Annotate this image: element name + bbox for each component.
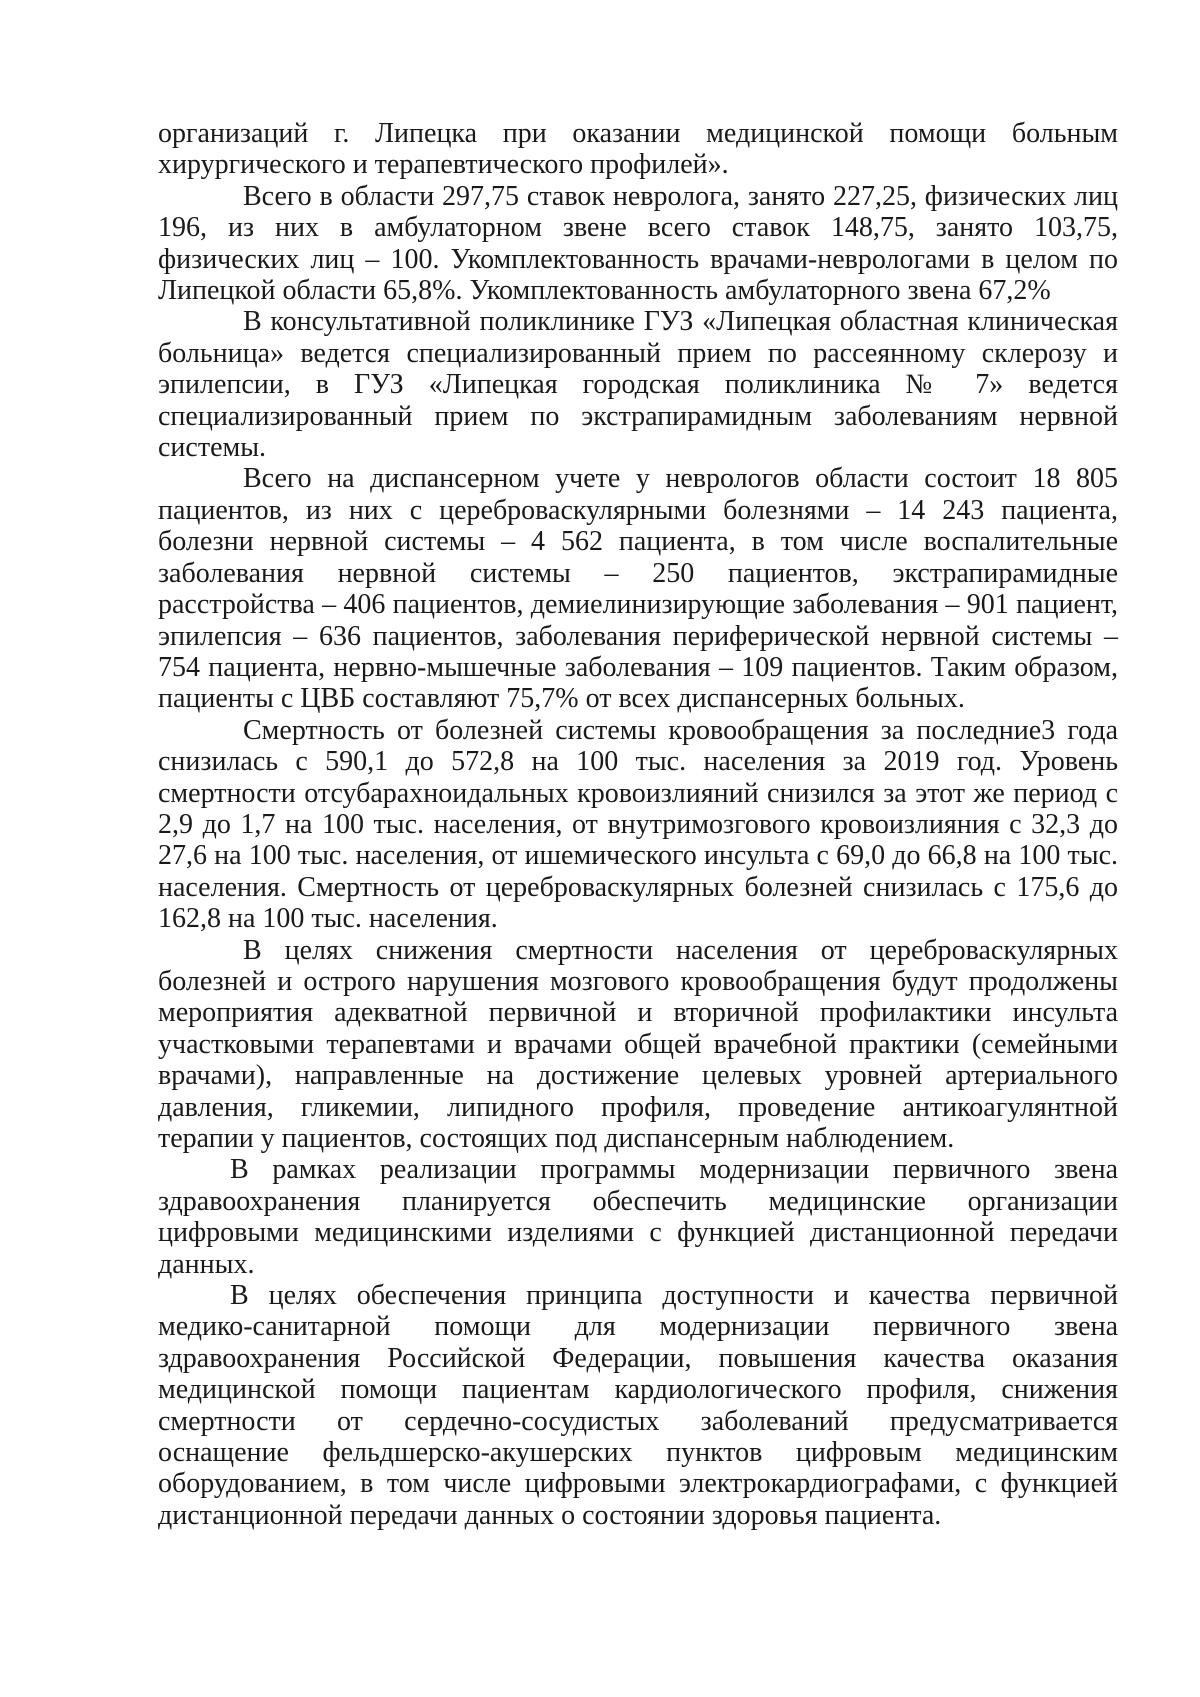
paragraph-mortality-reduction-measures: В целях снижения смертности населения от цереброваскулярных болезней и острого нарушения мозгового кровообращения будут продолжены мероприятия адекватной первичной и вторичной профилактики инсульта участковыми терапевтами и врачами общей врачебной практики (семейными врачами), направленные на достижение целевых уровней артериального давления, гликемии, липидного профиля, проведение антикоагулянтной терапии у пациентов, состоящих под диспансерным наблюдением.: [158, 934, 1118, 1154]
paragraph-dispensary-registration: Всего на диспансерном учете у неврологов области состоит 18 805 пациентов, из них с цереброваскулярными болезнями – 14 243 пациента, болезни нервной системы – 4 562 пациента, в том числе воспалительные заболевания нервной системы – 250 пациентов, экстрапирамидные расстройства – 406 пациентов, демиелинизирующие заболевания – 901 пациент, эпилепсия – 636 пациентов, заболевания периферической нервной системы – 754 пациента, нервно-мышечные заболевания – 109 пациентов. Таким образом, пациенты с ЦВБ составляют 75,7% от всех диспансерных больных.: [158, 463, 1118, 715]
paragraph-neurologist-staffing: Всего в области 297,75 ставок невролога, занято 227,25, физических лиц 196, из них в амбулаторном звене всего ставок 148,75, занято 103,75, физических лиц – 100. Укомплектованность врачами-неврологами в целом по Липецкой области 65,8%. Укомплектованность амбулаторного звена 67,2%: [158, 180, 1118, 307]
document-page: [158, 118, 1118, 1531]
paragraph-feldsher-equipment: В целях обеспечения принципа доступности и качества первичной медико-санитарной помощи для модернизации первичного звена здравоохранения Российской Федерации, повышения качества оказания медицинской помощи пациентам кардиологического профиля, снижения смертности от сердечно-сосудистых заболеваний предусматривается оснащение фельдшерско-акушерских пунктов цифровым медицинским оборудованием, в том числе цифровыми электрокардиографами, с функцией дистанционной передачи данных о состоянии здоровья пациента.: [158, 1280, 1118, 1531]
paragraph-continuation: организаций г. Липецка при оказании медицинской помощи больным хирургического и терапевтического профилей».: [158, 118, 1118, 181]
paragraph-mortality-statistics: Смертность от болезней системы кровообращения за последние3 года снизилась с 590,1 до 572,8 на 100 тыс. населения за 2019 год. Уровень смертности отсубарахноидальных кровоизлияний снизился за этот же период с 2,9 до 1,7 на 100 тыс. населения, от внутримозгового кровоизлияния с 32,3 до 27,6 на 100 тыс. населения, от ишемического инсульта с 69,0 до 66,8 на 100 тыс. населения. Смертность от цереброваскулярных болезней снизилась с 175,6 до 162,8 на 100 тыс. населения.: [158, 714, 1118, 935]
paragraph-modernization-program: В рамках реализации программы модернизации первичного звена здравоохранения планируется обеспечить медицинские организации цифровыми медицинскими изделиями с функцией дистанционной передачи данных.: [158, 1154, 1118, 1280]
paragraph-specialized-reception: В консультативной поликлинике ГУЗ «Липецкая областная клиническая больница» ведется специализированный прием по рассеянному склерозу и эпилепсии, в ГУЗ «Липецкая городская поликлиника № 7» ведется специализированный прием по экстрапирамидным заболеваниям нервной системы.: [158, 306, 1118, 464]
